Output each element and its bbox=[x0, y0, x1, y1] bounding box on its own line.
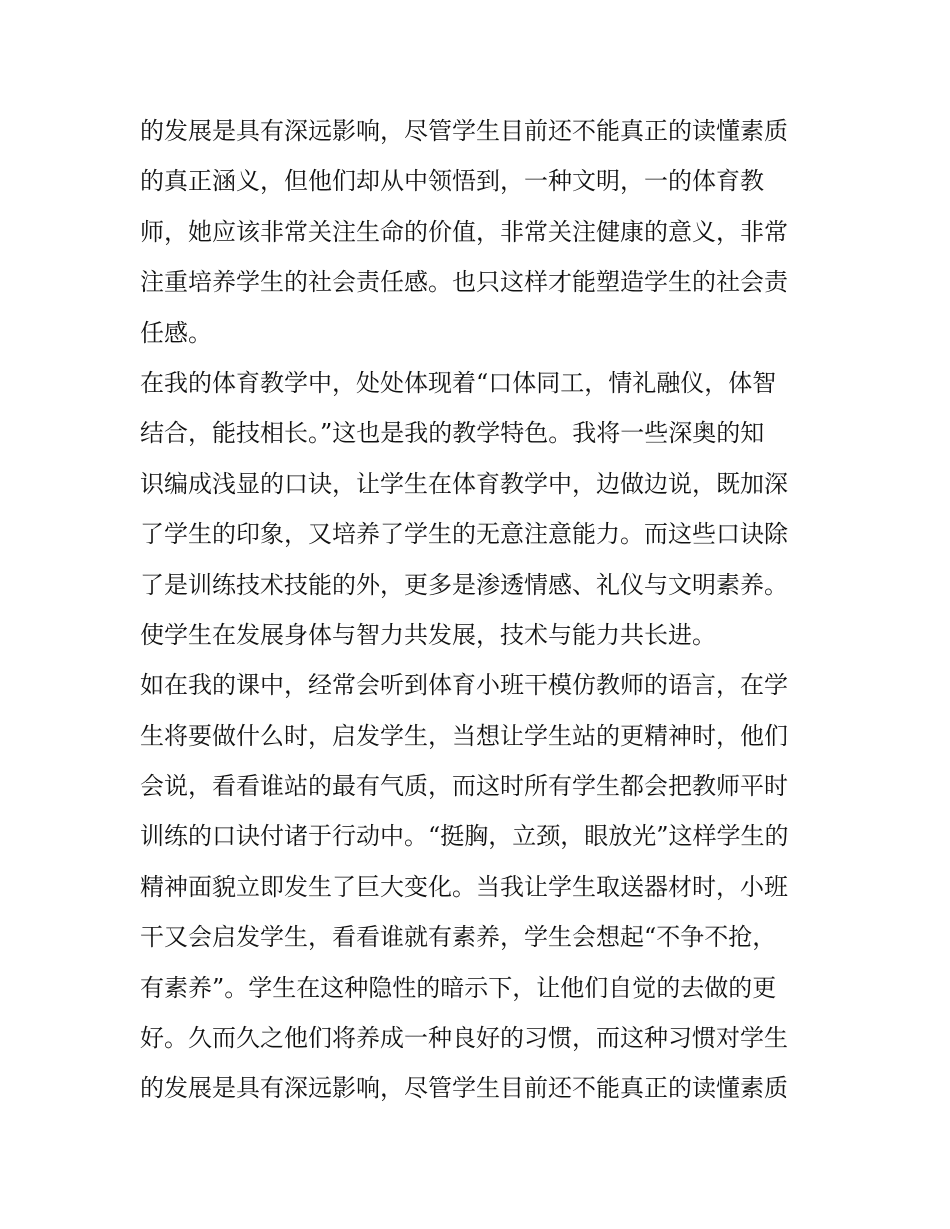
text-line: 生将要做什么时，启发学生，当想让学生站的更精神时，他们 bbox=[140, 721, 788, 750]
text-line: 干又会启发学生，看看谁就有素养，学生会想起“不争不抢， bbox=[140, 923, 777, 952]
text-line: 会说，看看谁站的最有气质，而这时所有学生都会把教师平时 bbox=[140, 772, 788, 801]
body-text bbox=[140, 106, 820, 1114]
text-line: 精神面貌立即发生了巨大变化。当我让学生取送器材时，小班 bbox=[140, 872, 788, 901]
text-line: 识编成浅显的口诀，让学生在体育教学中，边做边说，既加深 bbox=[140, 469, 788, 498]
text-line: 好。久而久之他们将养成一种良好的习惯，而这种习惯对学生 bbox=[140, 1024, 788, 1053]
text-line: 了学生的印象，又培养了学生的无意注意能力。而这些口诀除 bbox=[140, 520, 788, 549]
text-line: 结合，能技相长。”这也是我的教学特色。我将一些深奥的知 bbox=[140, 419, 765, 448]
text-line: 使学生在发展身体与智力共发展，技术与能力共长进。 bbox=[140, 620, 716, 649]
text-line: 有素养”。学生在这种隐性的暗示下，让他们自觉的去做的更 bbox=[140, 973, 777, 1002]
text-line: 了是训练技术技能的外，更多是渗透情感、礼仪与文明素养。 bbox=[140, 570, 788, 599]
text-line: 训练的口诀付诸于行动中。“挺胸，立颈，眼放光”这样学生的 bbox=[140, 822, 789, 851]
text-line: 的发展是具有深远影响，尽管学生目前还不能真正的读懂素质 bbox=[140, 1074, 788, 1103]
text-line: 的发展是具有深远影响，尽管学生目前还不能真正的读懂素质 bbox=[140, 117, 788, 145]
text-line: 如在我的课中，经常会听到体育小班干模仿教师的语言，在学 bbox=[140, 671, 788, 700]
text-line: 任感。 bbox=[140, 318, 212, 347]
text-line: 的真正涵义，但他们却从中领悟到，一种文明，一的体育教 bbox=[140, 167, 764, 196]
text-line: 师，她应该非常关注生命的价值，非常关注健康的意义，非常 bbox=[140, 217, 788, 246]
text-line: 在我的体育教学中，处处体现着“口体同工，情礼融仪，体智 bbox=[140, 368, 777, 397]
text-line: 注重培养学生的社会责任感。也只这样才能塑造学生的社会责 bbox=[140, 268, 788, 297]
